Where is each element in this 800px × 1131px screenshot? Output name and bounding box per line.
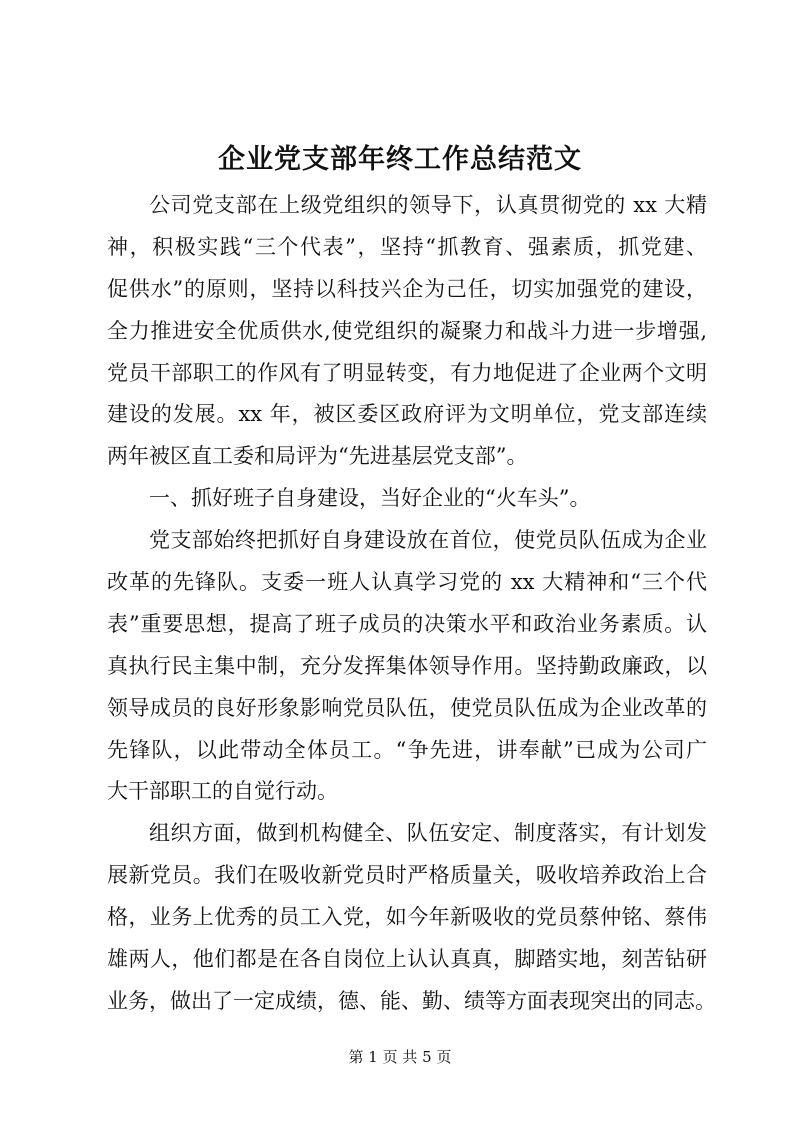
paragraph-line: 建设的发展。xx 年，被区委区政府评为文明单位，党支部连续 <box>107 402 707 427</box>
paragraph-line: 雄两人，他们都是在各自岗位上认认真真，脚踏实地，刻苦钻研 <box>107 947 707 972</box>
paragraph-line: 真执行民主集中制，充分发挥集体领导作用。坚持勤政廉政，以 <box>107 653 707 678</box>
section-heading: 一、抓好班子自身建设，当好企业的“火车头”。 <box>149 486 591 511</box>
paragraph-line: 格，业务上优秀的员工入党，如今年新吸收的党员蔡仲铭、蔡伟 <box>107 905 707 930</box>
paragraph-line: 全力推进安全优质供水,使党组织的凝聚力和战斗力进一步增强, <box>107 318 707 343</box>
document-title: 企业党支部年终工作总结范文 <box>218 144 582 175</box>
paragraph-line: 党支部始终把抓好自身建设放在首位，使党员队伍成为企业 <box>149 528 707 553</box>
paragraph-line: 先锋队，以此带动全体员工。“争先进，讲奉献”已成为公司广 <box>107 737 707 762</box>
paragraph-line: 领导成员的良好形象影响党员队伍，使党员队伍成为企业改革的 <box>107 695 707 720</box>
paragraph-line: 改革的先锋队。支委一班人认真学习党的 xx 大精神和“三个代 <box>107 570 707 595</box>
paragraph-line: 神，积极实践“三个代表”，坚持“抓教育、强素质，抓党建、 <box>107 234 707 259</box>
document-body <box>107 185 716 1023</box>
paragraph-line: 两年被区直工委和局评为“先进基层党支部”。 <box>107 444 528 469</box>
paragraph-line: 大干部职工的自觉行动。 <box>107 779 338 804</box>
page-footer: 第 1 页 共 5 页 <box>348 1048 452 1066</box>
paragraph-line: 党员干部职工的作风有了明显转变，有力地促进了企业两个文明 <box>107 360 707 385</box>
paragraph-line: 促供水”的原则，坚持以科技兴企为己任，切实加强党的建设， <box>107 276 707 301</box>
paragraph-line: 组织方面，做到机构健全、队伍安定、制度落实，有计划发 <box>149 821 707 846</box>
paragraph-line: 展新党员。我们在吸收新党员时严格质量关，吸收培养政治上合 <box>107 863 707 888</box>
paragraph-line: 公司党支部在上级党组织的领导下，认真贯彻党的 xx 大精 <box>149 193 707 217</box>
paragraph-line: 业务，做出了一定成绩，德、能、勤、绩等方面表现突出的同志。 <box>107 988 716 1013</box>
paragraph-line: 表”重要思想，提高了班子成员的决策水平和政治业务素质。认 <box>107 611 707 636</box>
